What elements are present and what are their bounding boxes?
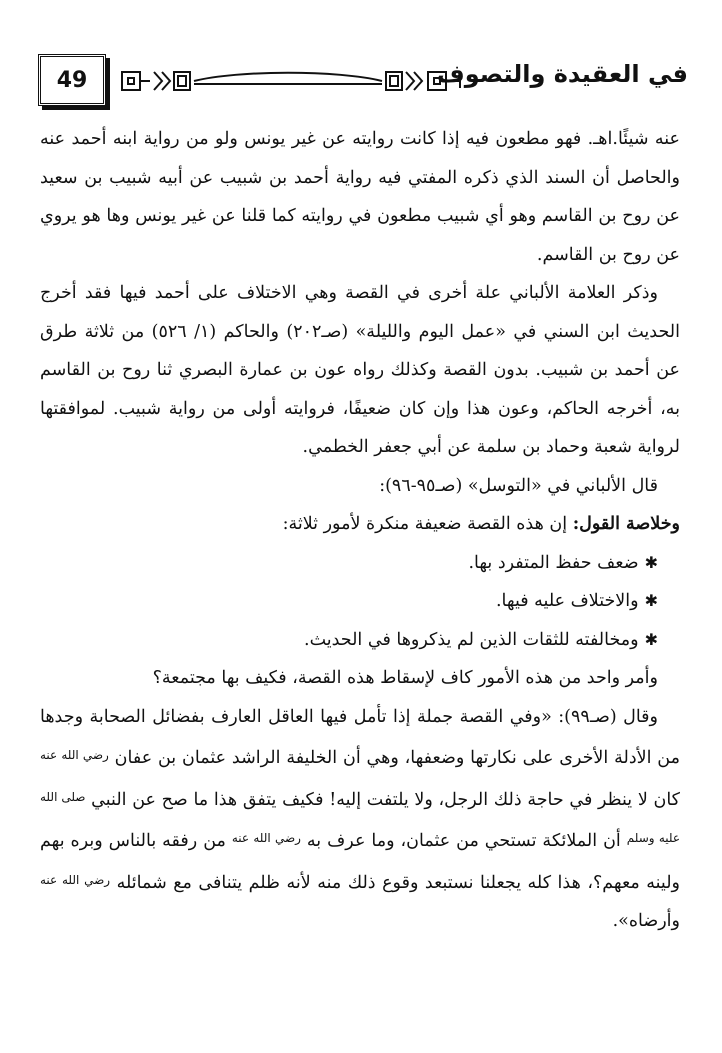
body-text [40, 120, 680, 941]
paragraph: وذكر العلامة الألباني علة أخرى في القصة وهي الاختلاف على أحمد فيها فقد أخرج الحديث ابن السني في «عمل اليوم والليلة» (صـ٢٠٢) والحاكم (١/ ٥٢٦) من ثلاثة طرق عن أحمد بن شبيب. بدون القصة وكذلك رواه عون بن عمارة البصري ثنا روح بن القاسم به، أخرجه الحاكم، وعون هذا وإن كان ضعيفًا، فروايته أولى من رواية شبيب. لموافقتها لرواية شعبة وحماد بن سلمة عن أبي جعفر الخطمي. [40, 283, 680, 457]
quote-intro: قال الألباني في «التوسل» (صـ٩٥-٩٦): [379, 475, 658, 496]
paragraph [40, 505, 680, 544]
conclusion-lead: وخلاصة القول: [572, 514, 680, 534]
list-item [40, 582, 658, 621]
text-run: وأرضاه». [612, 911, 680, 931]
text-run: كان لا ينظر في حاجة ذلك الرجل، ولا يلتفت إليه! فكيف يتفق هذا ما صح عن النبي [85, 789, 681, 810]
reasons-list [40, 544, 680, 660]
honorific-glyph: رضي الله عنه [40, 748, 109, 762]
text-run: من رفقه بالناس وبره بهم ولينه معهم؟، هذا كله يجعلنا نستبعد وقوع ذلك منه لأنه ظلم يتنافى مع شمائله [40, 831, 680, 893]
list-item-text: ضعف حفظ المتفرد بها. [468, 552, 639, 573]
star-icon: ✱ [644, 591, 658, 611]
star-icon: ✱ [644, 629, 658, 649]
honorific-glyph: رضي الله عنه [40, 872, 111, 887]
list-item-text: والاختلاف عليه فيها. [495, 591, 639, 611]
text-run: وقال (صـ٩٩): «وفي القصة جملة إذا تأمل فيها العاقل العارف بفضائل الصحابة وجدها من الأدلة الأخرى على نكارتها وضعفها، وهي أن الخليفة الراشد عثمان بن عفان [40, 706, 681, 768]
paragraph [40, 698, 680, 941]
text-run: أن الملائكة تستحي من عثمان، وما عرف به [300, 831, 627, 851]
conclusion-text: إن هذه القصة ضعيفة منكرة لأمور ثلاثة: [282, 514, 573, 534]
paragraph: عنه شيئًا.اهـ. فهو مطعون فيه إذا كانت روايته عن غير يونس ولو من رواية ابنه أحمد عنه والحاصل أن السند الذي ذكره المفتي فيه رواية أحمد بن شبيب عن أبيه شبيب بن سعيد عن روح بن القاسم وهو أي شبيب مطعون في روايته كما قلنا عن غير يونس وها هو يروي عن روح بن القاسم. [40, 129, 680, 265]
paragraph: وأمر واحد من هذه الأمور كاف لإسقاط هذه القصة، فكيف بها مجتمعة؟ [152, 668, 658, 688]
list-item [40, 544, 658, 583]
page-number: 49 [56, 67, 88, 93]
honorific-glyph: صلى الله عليه وسلم [40, 789, 681, 845]
running-title: في العقيدة والتصوف [436, 60, 688, 88]
page-header [38, 52, 688, 110]
list-item [40, 621, 658, 660]
header-ornament-icon [118, 66, 478, 96]
star-icon: ✱ [644, 552, 658, 572]
page-number-box [38, 54, 106, 106]
honorific-glyph: رضي الله عنه [231, 831, 301, 845]
list-item-text: ومخالفته للثقات الذين لم يذكروها في الحديث. [304, 629, 639, 650]
